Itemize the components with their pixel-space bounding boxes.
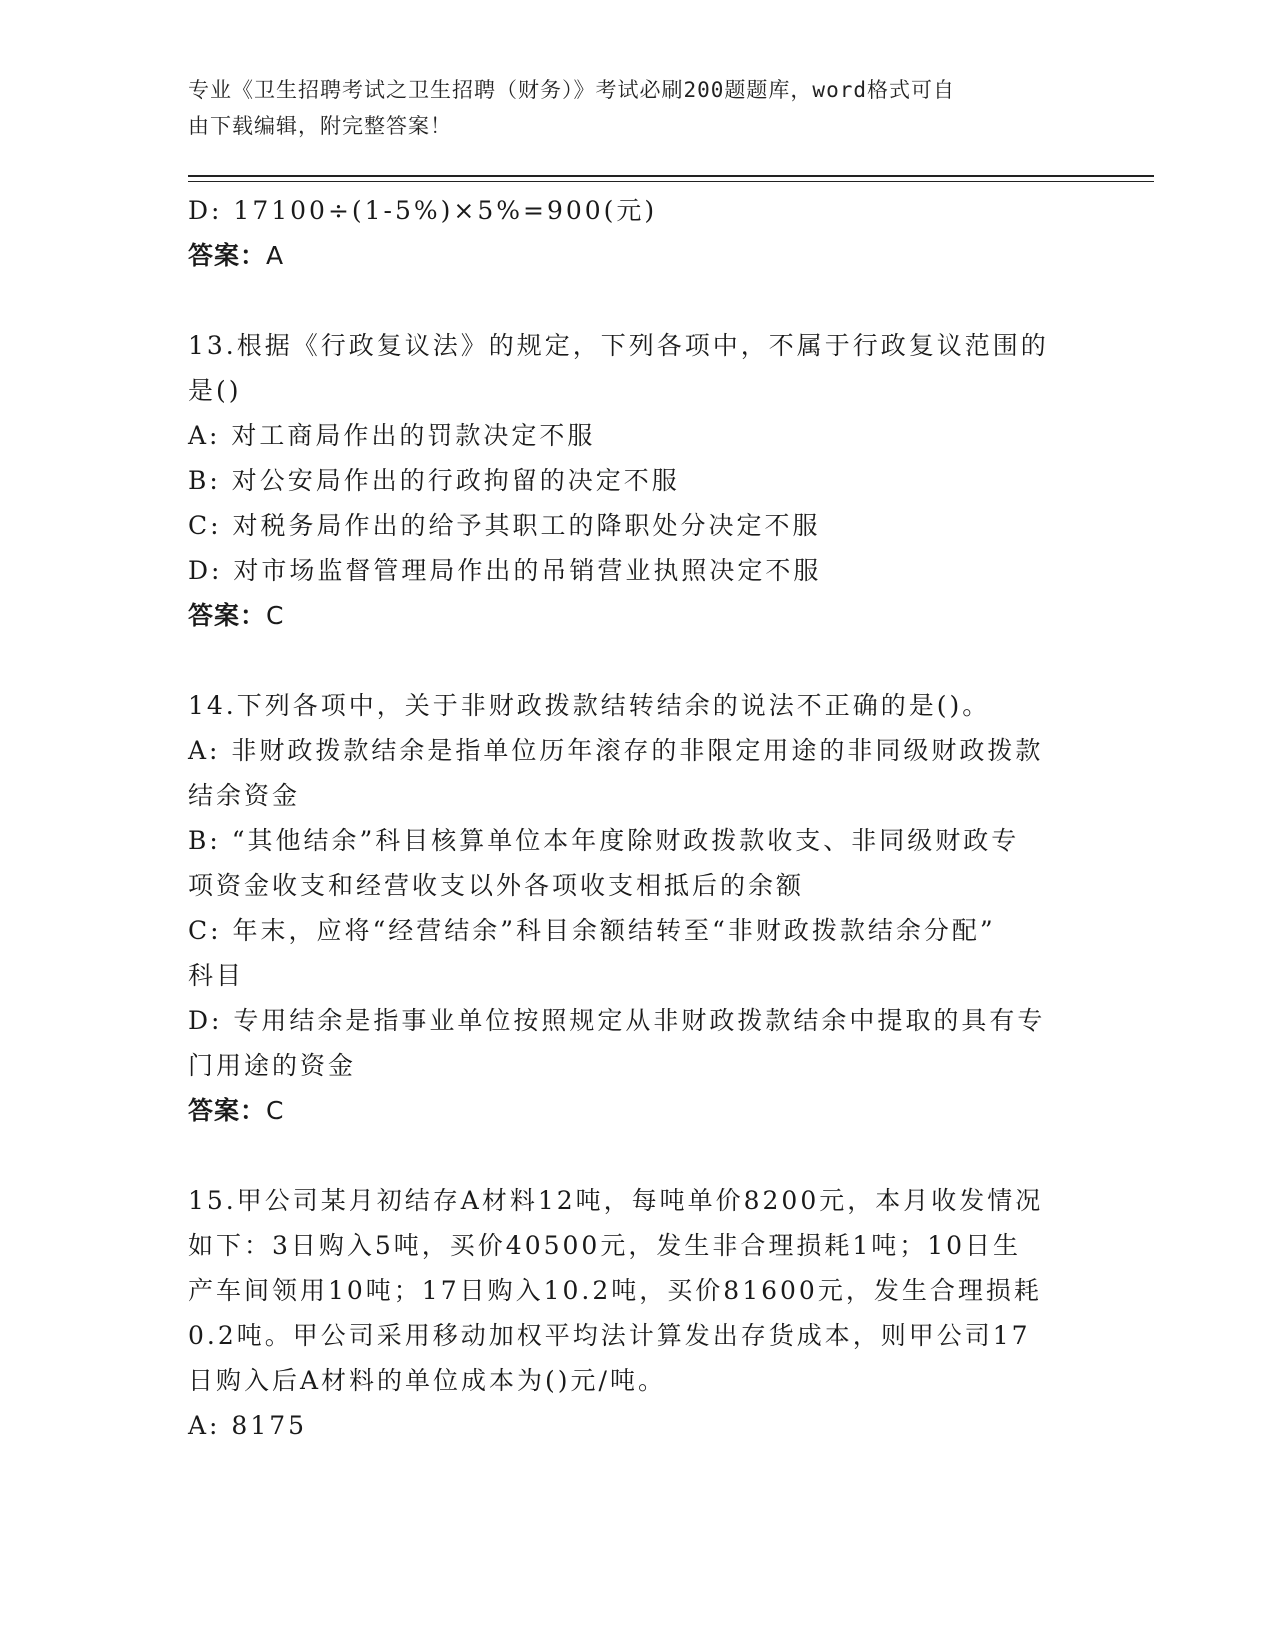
option-c: C: 年末，应将“经营结余”科目余额结转至“非财政拨款结余分配” — [188, 916, 996, 945]
answer-label: 答案： — [188, 1096, 267, 1125]
option-a: A: 对工商局作出的罚款决定不服 — [188, 421, 596, 450]
option-c: C: 对税务局作出的给予其职工的降职处分决定不服 — [188, 511, 821, 540]
answer-label: 答案： — [188, 601, 267, 630]
header-title-line2: 由下载编辑，附完整答案！ — [188, 114, 452, 138]
header-title-line1: 专业《卫生招聘考试之卫生招聘（财务）》考试必刷200题题库，word格式可自 — [188, 78, 955, 102]
question-stem-line: 0.2吨。甲公司采用移动加权平均法计算发出存货成本，则甲公司17 — [188, 1321, 1031, 1350]
question-stem-line: 13.根据《行政复议法》的规定，下列各项中，不属于行政复议范围的 — [188, 331, 1049, 360]
question-stem-line: 15.甲公司某月初结存A材料12吨，每吨单价8200元，本月收发情况 — [188, 1186, 1044, 1215]
question-stem-line: 是() — [188, 376, 242, 405]
header-rule-thick — [188, 175, 1154, 177]
option-d: D: 17100÷(1-5%)×5%=900(元) — [188, 196, 658, 225]
question-stem-line: 如下：3日购入5吨，买价40500元，发生非合理损耗1吨；10日生 — [188, 1231, 1022, 1260]
question-15 — [188, 1178, 1088, 1448]
answer-line — [188, 233, 1088, 278]
option-a-continued: 结余资金 — [188, 781, 301, 810]
answer-line — [188, 593, 1088, 638]
header-rule-thin — [188, 181, 1154, 182]
question-stem-line: 产车间领用10吨；17日购入10.2吨，买价81600元，发生合理损耗 — [188, 1276, 1042, 1305]
answer-value: A — [266, 241, 285, 270]
option-d: D: 专用结余是指事业单位按照规定从非财政拨款结余中提取的具有专 — [188, 1006, 1046, 1035]
option-a: A: 非财政拨款结余是指单位历年滚存的非限定用途的非同级财政拨款 — [188, 736, 1044, 765]
option-c-continued: 科目 — [188, 961, 245, 990]
previous-question-tail — [188, 188, 1088, 278]
answer-value: C — [266, 1096, 285, 1125]
option-d: D: 对市场监督管理局作出的吊销营业执照决定不服 — [188, 556, 822, 585]
document-body — [188, 188, 1088, 1448]
question-14 — [188, 683, 1088, 1133]
question-stem-line: 日购入后A材料的单位成本为()元/吨。 — [188, 1366, 666, 1395]
question-13 — [188, 323, 1088, 638]
answer-label: 答案： — [188, 241, 267, 270]
option-b: B: 对公安局作出的行政拘留的决定不服 — [188, 466, 680, 495]
page-header — [188, 72, 1068, 144]
option-d-continued: 门用途的资金 — [188, 1051, 357, 1080]
answer-value: C — [266, 601, 285, 630]
option-a: A: 8175 — [188, 1411, 308, 1440]
option-b: B: “其他结余”科目核算单位本年度除财政拨款收支、非同级财政专 — [188, 826, 1020, 855]
option-b-continued: 项资金收支和经营收支以外各项收支相抵后的余额 — [188, 871, 805, 900]
answer-line — [188, 1088, 1088, 1133]
question-stem-line: 14.下列各项中，关于非财政拨款结转结余的说法不正确的是()。 — [188, 691, 991, 720]
